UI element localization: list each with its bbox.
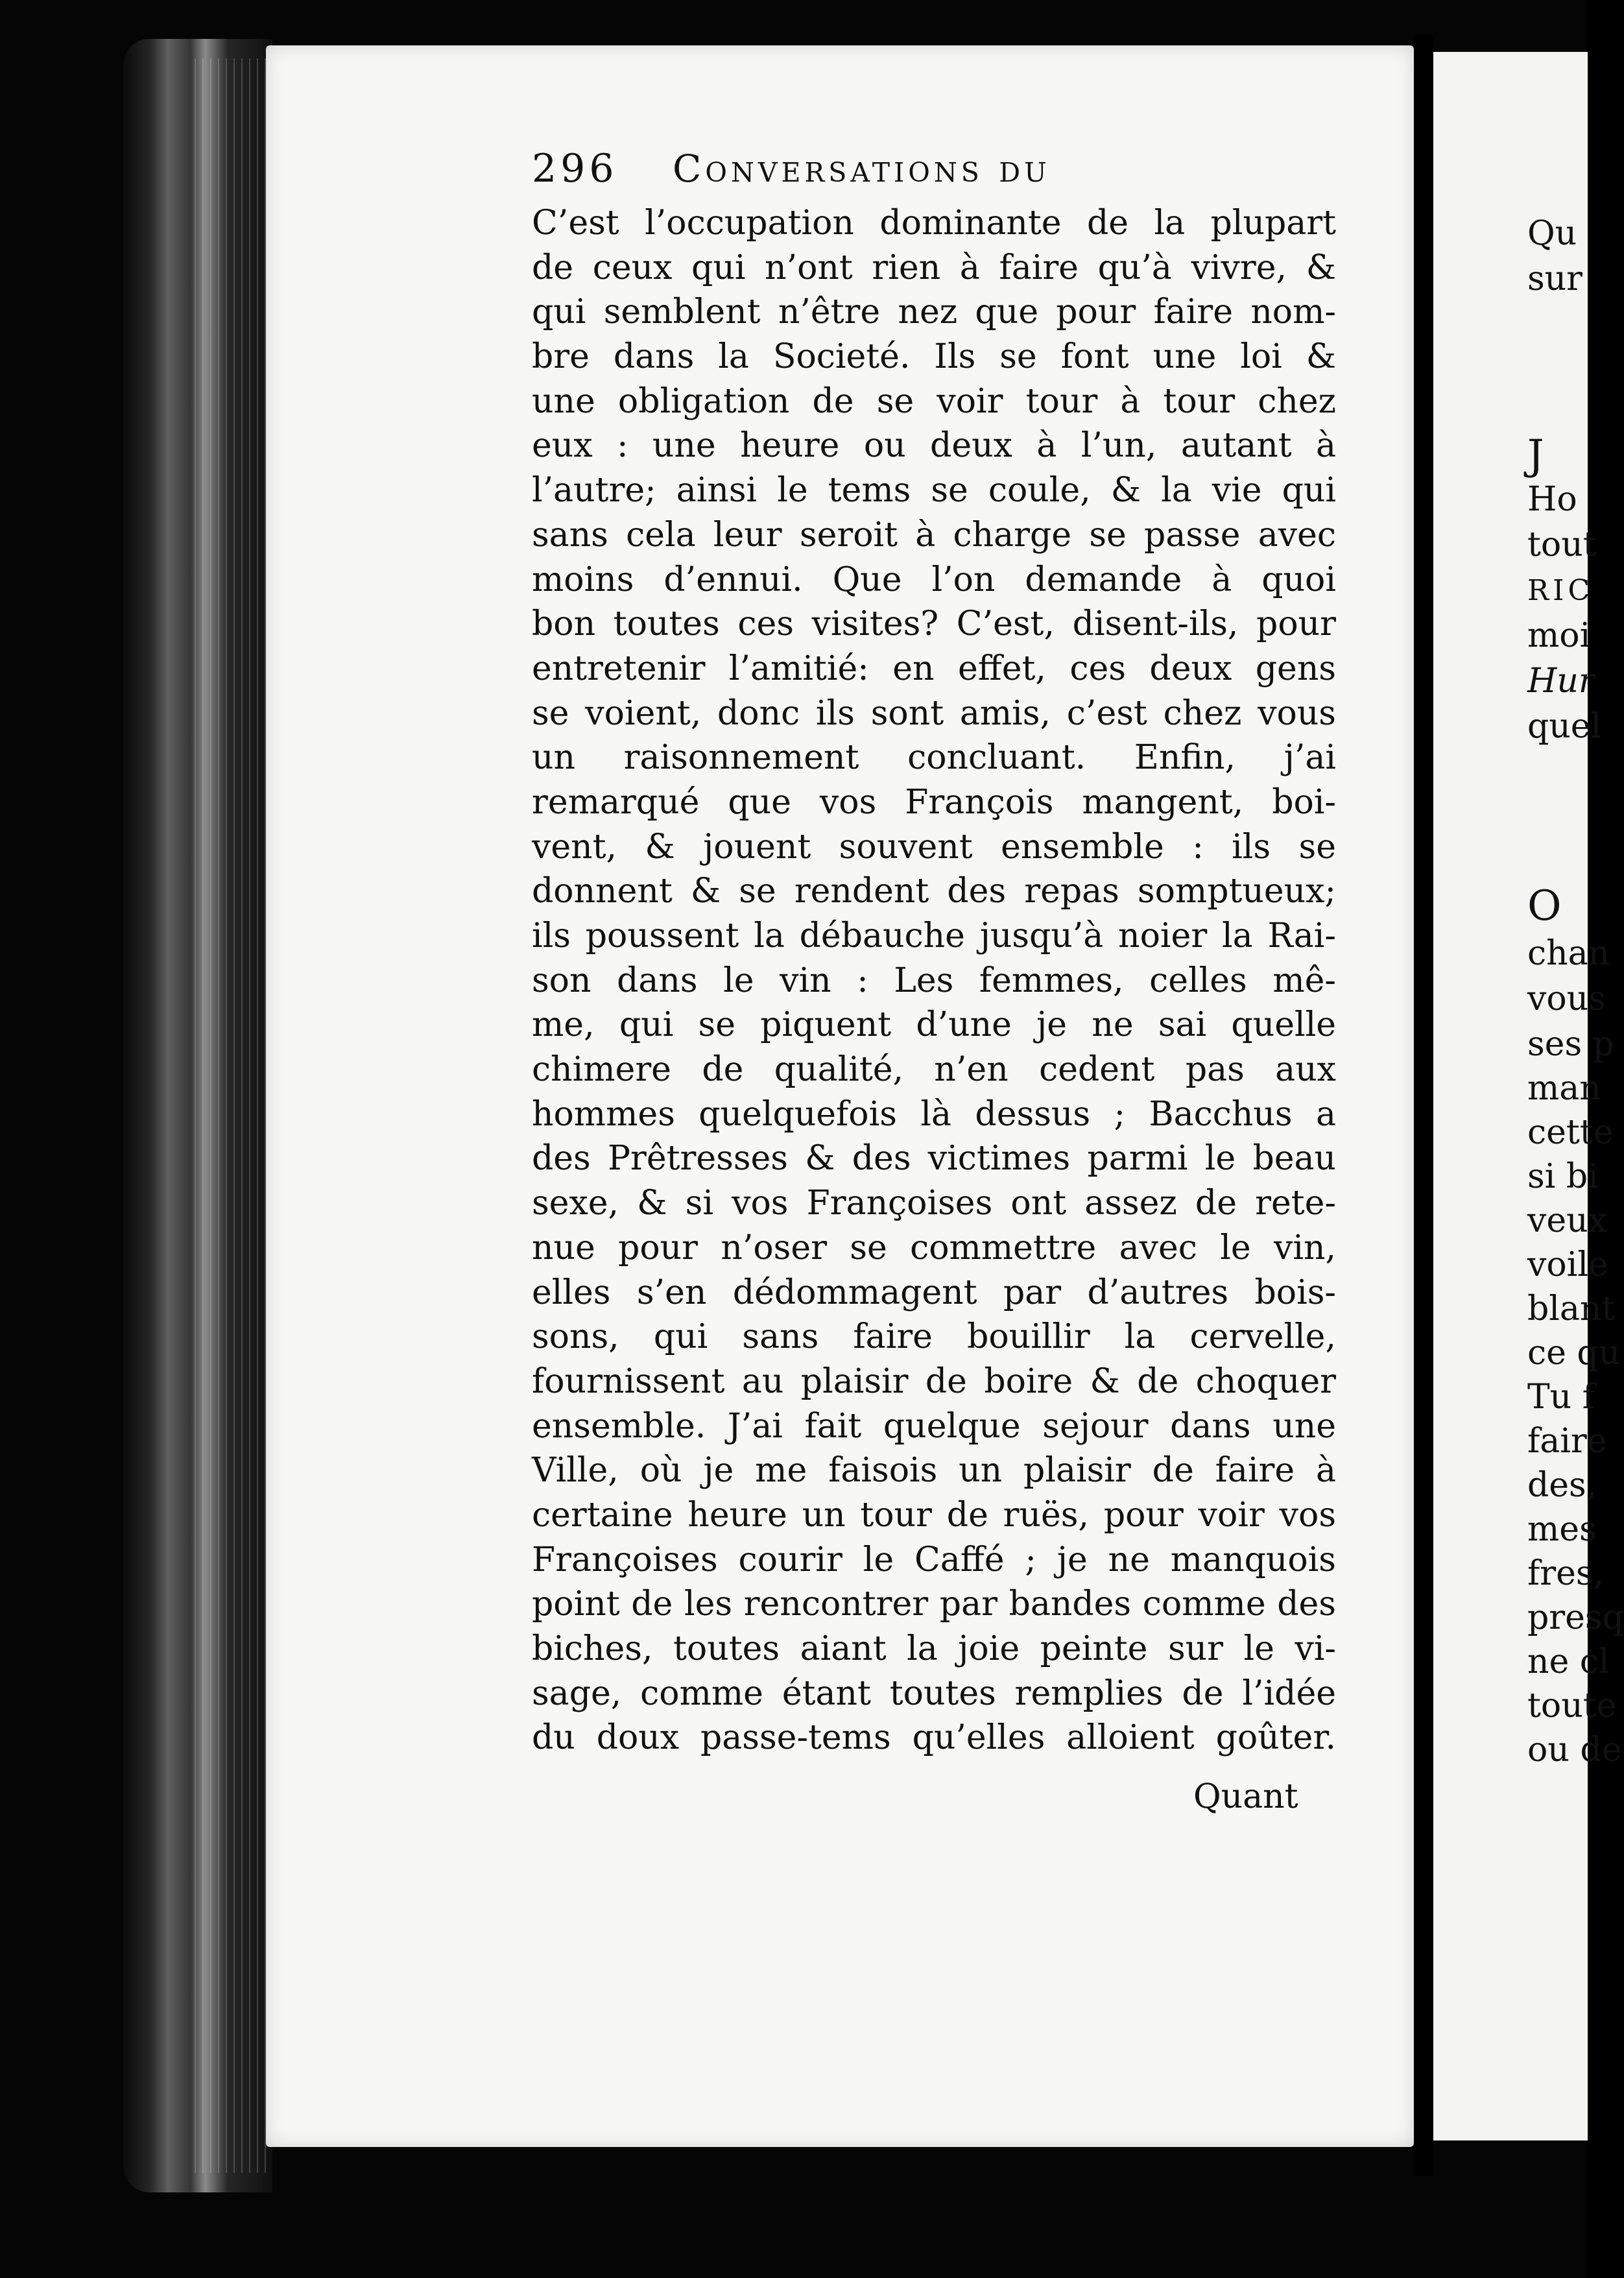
catchword: Quant xyxy=(1193,1777,1298,1816)
text-line: entretenir l’amitié: en effet, ces deux gens xyxy=(532,649,1336,688)
right-page-fragment: ne cl xyxy=(1527,1642,1610,1681)
right-page-fragment: toute xyxy=(1527,1686,1617,1725)
right-page-fragment: Ho xyxy=(1527,480,1577,519)
right-page-fragment: chan xyxy=(1527,934,1610,973)
text-line: me, qui se piquent d’une je ne sai quelle xyxy=(532,1005,1336,1045)
body-text xyxy=(532,201,1336,1760)
text-line: C’est l’occupation dominante de la plupart xyxy=(532,204,1336,243)
right-page-fragment: ou de xyxy=(1527,1731,1622,1769)
text-line: nue pour n’oser se commettre avec le vin, xyxy=(532,1228,1336,1267)
right-page-fragment: Tu f xyxy=(1527,1378,1595,1417)
right-page-fragment: Hur xyxy=(1527,662,1595,701)
text-line: se voient, donc ils sont amis, c’est chez vous xyxy=(532,693,1336,733)
text-line: biches, toutes aiant la joie peinte sur le vi- xyxy=(532,1629,1336,1668)
text-line: son dans le vin : Les femmes, celles mê- xyxy=(532,961,1336,1000)
text-line: bre dans la Societé. Ils se font une loi & xyxy=(532,337,1336,377)
text-line: Ville, où je me faisois un plaisir de faire à xyxy=(532,1451,1336,1491)
right-page-fragment: J xyxy=(1527,431,1544,479)
right-page-fragment: presq xyxy=(1527,1598,1624,1637)
page-edges xyxy=(195,58,272,2173)
right-page-fragment: RIC xyxy=(1527,574,1594,607)
text-line: hommes quelquefois là dessus ; Bacchus a xyxy=(532,1094,1336,1134)
text-line: un raisonnement concluant. Enfin, j’ai xyxy=(532,738,1336,778)
book-gutter xyxy=(1414,36,1433,2176)
right-page-fragment: vous xyxy=(1527,979,1606,1018)
right-page-fragment: des, xyxy=(1527,1466,1597,1505)
right-page-fragment: blant xyxy=(1527,1289,1616,1328)
text-line: moins d’ennui. Que l’on demande à quoi xyxy=(532,560,1336,599)
right-page-fragment: moi xyxy=(1527,616,1591,655)
text-line: qui semblent n’être nez que pour faire nom- xyxy=(532,293,1336,332)
page-number: 296 xyxy=(532,146,618,191)
text-line: point de les rencontrer par bandes comme des xyxy=(532,1585,1336,1624)
text-line: des Prêtresses & des victimes parmi le beau xyxy=(532,1139,1336,1179)
right-page-fragment: si bi xyxy=(1527,1157,1599,1196)
right-page-fragment: fres, xyxy=(1527,1554,1605,1593)
right-page-fragment: voile xyxy=(1527,1245,1608,1284)
running-title: Conversations du xyxy=(672,147,1051,191)
text-line: ils poussent la débauche jusqu’à noier la Rai- xyxy=(532,917,1336,955)
right-page-fragment: ce qu xyxy=(1527,1334,1621,1373)
text-line: de ceux qui n’ont rien à faire qu’à vivre, & xyxy=(532,248,1336,287)
right-page-fragment: veux xyxy=(1527,1201,1607,1240)
text-line: vent, & jouent souvent ensemble : ils se xyxy=(532,827,1336,867)
right-page-fragment: sur xyxy=(1527,259,1583,298)
page-header xyxy=(532,146,1245,198)
text-line: eux : une heure ou deux à l’un, autant à xyxy=(532,426,1336,466)
text-line: sexe, & si vos Françoises ont assez de rete- xyxy=(532,1184,1336,1223)
text-line: remarqué que vos François mangent, boi- xyxy=(532,782,1336,822)
right-page-fragment: Qu xyxy=(1527,214,1577,253)
text-line: sans cela leur seroit à charge se passe avec xyxy=(532,515,1336,555)
text-line: certaine heure un tour de ruës, pour voir vos xyxy=(532,1495,1336,1535)
right-page-fragment: O xyxy=(1527,882,1562,930)
text-line: Françoises courir le Caffé ; je ne manquois xyxy=(532,1540,1336,1579)
text-line: sons, qui sans faire bouillir la cervelle, xyxy=(532,1317,1336,1357)
right-page-fragment: faire xyxy=(1527,1422,1607,1461)
text-line: fournissent au plaisir de boire & de choquer xyxy=(532,1361,1336,1401)
text-line: une obligation de se voir tour à tour chez xyxy=(532,381,1336,421)
text-line: ensemble. J’ai fait quelque sejour dans une xyxy=(532,1406,1336,1446)
text-line: du doux passe-tems qu’elles alloient goûter. xyxy=(532,1718,1336,1758)
text-line: bon toutes ces visites? C’est, disent-ils, pour xyxy=(532,605,1336,644)
right-page-fragment: tout xyxy=(1527,525,1597,564)
right-page-fragment: mes xyxy=(1527,1510,1597,1549)
text-line: l’autre; ainsi le tems se coule, & la vie qui xyxy=(532,471,1336,510)
right-page-fragment: ses p xyxy=(1527,1025,1614,1064)
right-page-fragment: quel xyxy=(1527,707,1602,746)
right-page-fragment: cette xyxy=(1527,1113,1614,1152)
right-page-fragment: man xyxy=(1527,1069,1601,1108)
text-line: sage, comme étant toutes remplies de l’idée xyxy=(532,1673,1336,1713)
text-line: donnent & se rendent des repas somptueux; xyxy=(532,872,1336,911)
text-line: chimere de qualité, n’en cedent pas aux xyxy=(532,1050,1336,1090)
text-line: elles s’en dédommagent par d’autres bois- xyxy=(532,1273,1336,1312)
